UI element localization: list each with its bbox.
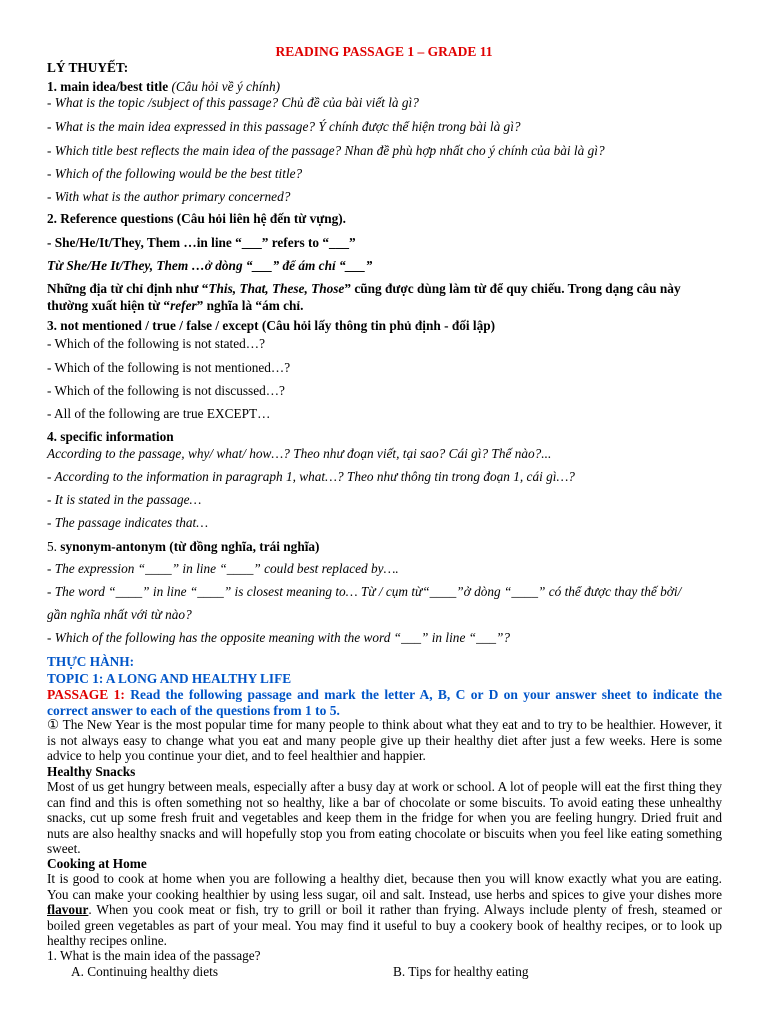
section-4-heading: 4. specific information [47, 429, 174, 444]
section-5-line: gần nghĩa nhất với từ nào? [47, 607, 192, 622]
instruction-text: Read the following passage and mark the letter A, B, C or D on your answer sheet to indicate the correct answer to each of the questions from 1 to 5. [47, 687, 722, 718]
section-4-line: - According to the information in paragraph 1, what…? Theo như thông tin trong đoạn 1, cái gì…? [47, 469, 575, 484]
section-2-line: - She/He/It/They, Them …in line “___” refers to “___” [47, 235, 356, 250]
section-3-line: - Which of the following is not discussed…? [47, 383, 285, 398]
question-1-option-b: B. Tips for healthy eating [393, 964, 529, 979]
text-run: thường xuất hiện từ “ [47, 298, 171, 313]
section-3-line: - All of the following are true EXCEPT… [47, 406, 271, 421]
section-3-heading: 3. not mentioned / true / false / except (Câu hỏi lấy thông tin phủ định - đối lập) [47, 318, 496, 333]
subheading-healthy-snacks: Healthy Snacks [47, 764, 136, 779]
section-5-line: - The expression “____” in line “____” could best replaced by…. [47, 561, 399, 576]
section-4-line: According to the passage, why/ what/ how…? Theo như đoạn viết, tại sao? Cái gì? Thế nào?... [47, 446, 552, 461]
section-2-paragraph-line [47, 298, 303, 314]
section-5-heading [47, 539, 319, 555]
section-1-line: - Which title best reflects the main idea of the passage? Nhan đề phù hợp nhất cho ý chính của bài là gì? [47, 143, 605, 158]
text-run: Những địa từ chỉ định như “ [47, 281, 209, 296]
subheading-cooking-at-home: Cooking at Home [47, 856, 147, 871]
section-1-line: - With what is the author primary concerned? [47, 189, 291, 204]
theory-heading: LÝ THUYẾT: [47, 60, 129, 75]
section-1-heading [47, 79, 280, 95]
question-1-option-a: A. Continuing healthy diets [71, 964, 218, 979]
section-5-line: - Which of the following has the opposite meaning with the word “___” in line “___”? [47, 630, 511, 645]
section-2-paragraph-line [47, 281, 681, 297]
question-1: 1. What is the main idea of the passage? [47, 948, 261, 963]
topic-label: TOPIC 1: A LONG AND HEALTHY LIFE [47, 671, 292, 686]
passage-label: PASSAGE 1: [47, 687, 125, 702]
section-4-line: - The passage indicates that… [47, 515, 209, 530]
section-1-label: 1. main idea/best title [47, 79, 169, 94]
practice-heading: THỰC HÀNH: [47, 654, 135, 669]
section-1-line: - Which of the following would be the best title? [47, 166, 303, 181]
demonstratives: This, That, These, Those [208, 281, 345, 296]
passage-paragraph-1: ① The New Year is the most popular time for many people to think about what they eat and to try to be healthier. However, it is not always easy to change what you eat and many people give up their healthy diet after just a few weeks. Here is some advice to help you continue your diet, and to feel healthier and happier. [47, 717, 722, 764]
text-run: It is good to cook at home when you are following a healthy diet, because then you will know exactly what you are eating. You can make your cooking healthier by using less sugar, oil and salt. Instead, use herbs and spices to give your dishes more [47, 871, 722, 902]
section-5-line: - The word “____” in line “____” is closest meaning to… Từ / cụm từ“____”ở dòng “____” có thể được thay thế bởi/ [47, 584, 682, 599]
section-1-note: (Câu hỏi về ý chính) [168, 79, 281, 94]
section-1-line: - What is the main idea expressed in this passage? Ý chính được thể hiện trong bài là gì? [47, 119, 521, 134]
passage-instruction [47, 687, 722, 718]
text-run: ” cũng được dùng làm từ để quy chiếu. Trong dạng câu này [344, 281, 681, 296]
section-1-line: - What is the topic /subject of this passage? Chủ đề của bài viết là gì? [47, 95, 419, 110]
section-4-line: - It is stated in the passage… [47, 492, 202, 507]
section-2-line: Từ She/He It/They, Them …ở dòng “___” để ám chỉ “___” [47, 258, 373, 273]
refer-word: refer [170, 298, 197, 313]
section-5-number: 5. [47, 539, 61, 554]
text-run: ” nghĩa là “ám chỉ. [196, 298, 304, 313]
passage-paragraph-3 [47, 871, 722, 949]
passage-paragraph-2: Most of us get hungry between meals, especially after a busy day at work or school. A lot of people will eat the first thing they can find and this is often something not so healthy, like a bar of chocolate or some biscuits. To avoid eating these unhealthy snacks, cut up some fresh fruit and vegetables and keep them in the fridge for when you are feeling hungry. Dried fruit and nuts are also healthy snacks and will hopefully stop you from eating chocolate or biscuits when you feel like eating something sweet. [47, 779, 722, 857]
section-3-line: - Which of the following is not stated…? [47, 336, 266, 351]
section-5-title: synonym-antonym (từ đồng nghĩa, trái nghĩa) [60, 539, 320, 554]
text-run: . When you cook meat or fish, try to grill or boil it rather than frying. Always include plenty of fresh, steamed or boiled green vegetables as part of your meal. You may find it useful to buy a cookery book of healthy recipes, or to look up healthy recipes online. [47, 902, 722, 949]
document-title: READING PASSAGE 1 – GRADE 11 [275, 44, 493, 59]
section-3-line: - Which of the following is not mentioned…? [47, 360, 291, 375]
underlined-word: flavour [47, 902, 89, 918]
section-2-heading: 2. Reference questions (Câu hỏi liên hệ đến từ vựng). [47, 211, 347, 226]
topic-heading [47, 671, 291, 687]
